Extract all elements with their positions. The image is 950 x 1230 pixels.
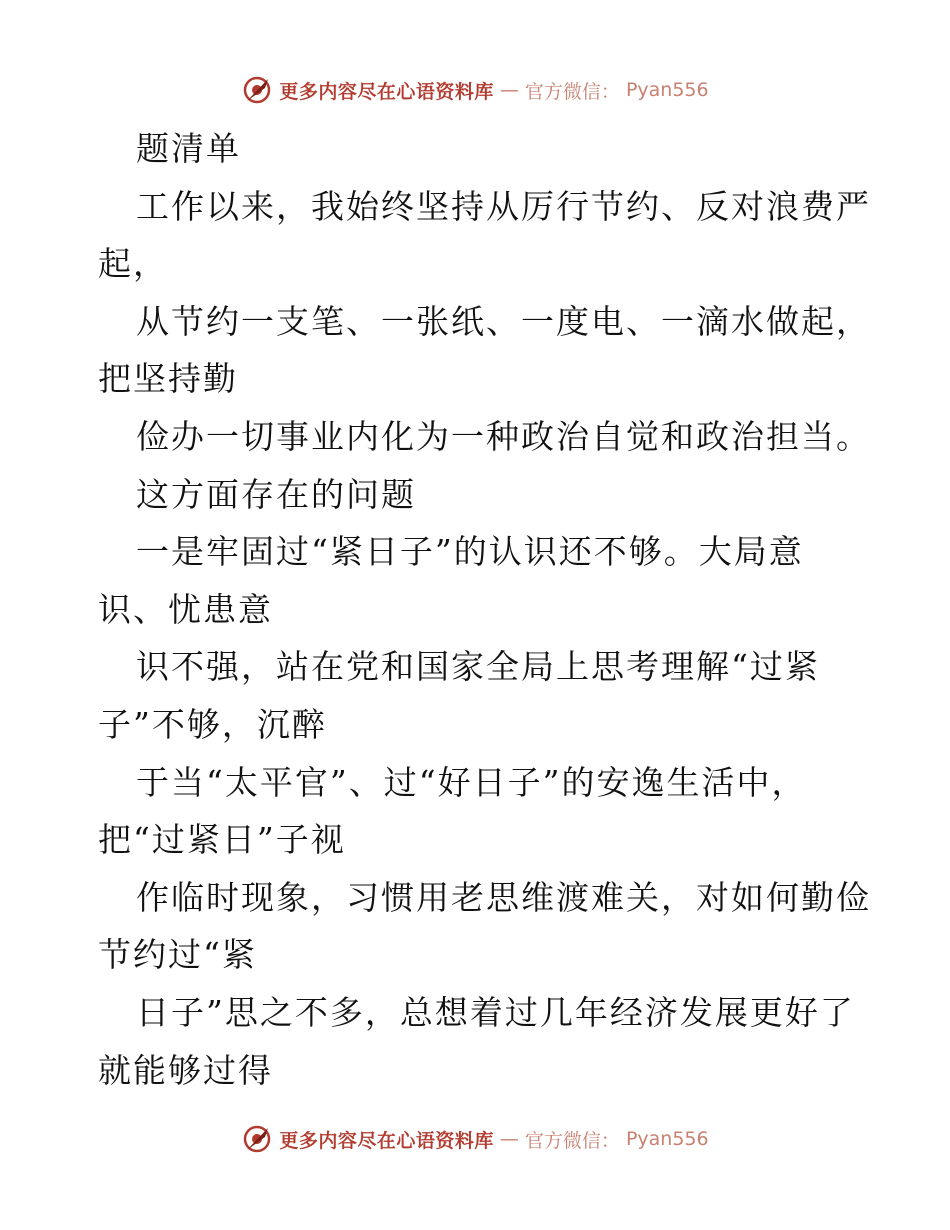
banner-wechat-id: Pyan556 (625, 1128, 709, 1150)
banner-title: 更多内容尽在心语资料库 (279, 80, 494, 103)
text-line: 题清单 (136, 129, 241, 168)
text-line: 这方面存在的问题 (136, 474, 416, 514)
text-line: 从节约一支笔、一张纸、一度电、一滴水做起， (136, 301, 871, 341)
text-line: 俭办一切事业内化为一种政治自觉和政治担当。 (136, 416, 871, 456)
text-line: 作临时现象，习惯用老思维渡难关，对如何勤俭 (136, 877, 871, 917)
text-line: 日子”思之不多，总想着过几年经济发展更好了 (136, 992, 855, 1032)
banner-wechat-label: 官方微信： (524, 1129, 620, 1152)
banner-dash: — (499, 79, 519, 101)
text-line: 工作以来，我始终坚持从厉行节约、反对浪费严 (136, 186, 871, 226)
banner-title: 更多内容尽在心语资料库 (279, 1129, 494, 1152)
quill-logo-icon (241, 74, 273, 106)
text-line: 起， (98, 244, 168, 284)
body-text (98, 120, 871, 1099)
header-banner (0, 70, 950, 110)
text-line: 节约过“紧 (98, 935, 257, 975)
banner-dash: — (499, 1128, 519, 1150)
footer-banner (0, 1119, 950, 1159)
text-line: 一是牢固过“紧日子”的认识还不够。大局意 (136, 532, 804, 572)
text-line: 子”不够，沉醉 (98, 704, 327, 744)
text-line: 识不强，站在党和国家全局上思考理解“过紧 (136, 647, 820, 687)
text-line: 于当“太平官”、过“好日子”的安逸生活中， (136, 762, 807, 802)
text-line: 把“过紧日”子视 (98, 820, 346, 860)
text-line: 把坚持勤 (98, 359, 238, 399)
banner-wechat-id: Pyan556 (625, 79, 709, 101)
banner-wechat-label: 官方微信： (524, 80, 620, 103)
quill-logo-icon (241, 1123, 273, 1155)
text-line: 识、忧患意 (98, 589, 273, 629)
text-line: 就能够过得 (98, 1050, 273, 1090)
